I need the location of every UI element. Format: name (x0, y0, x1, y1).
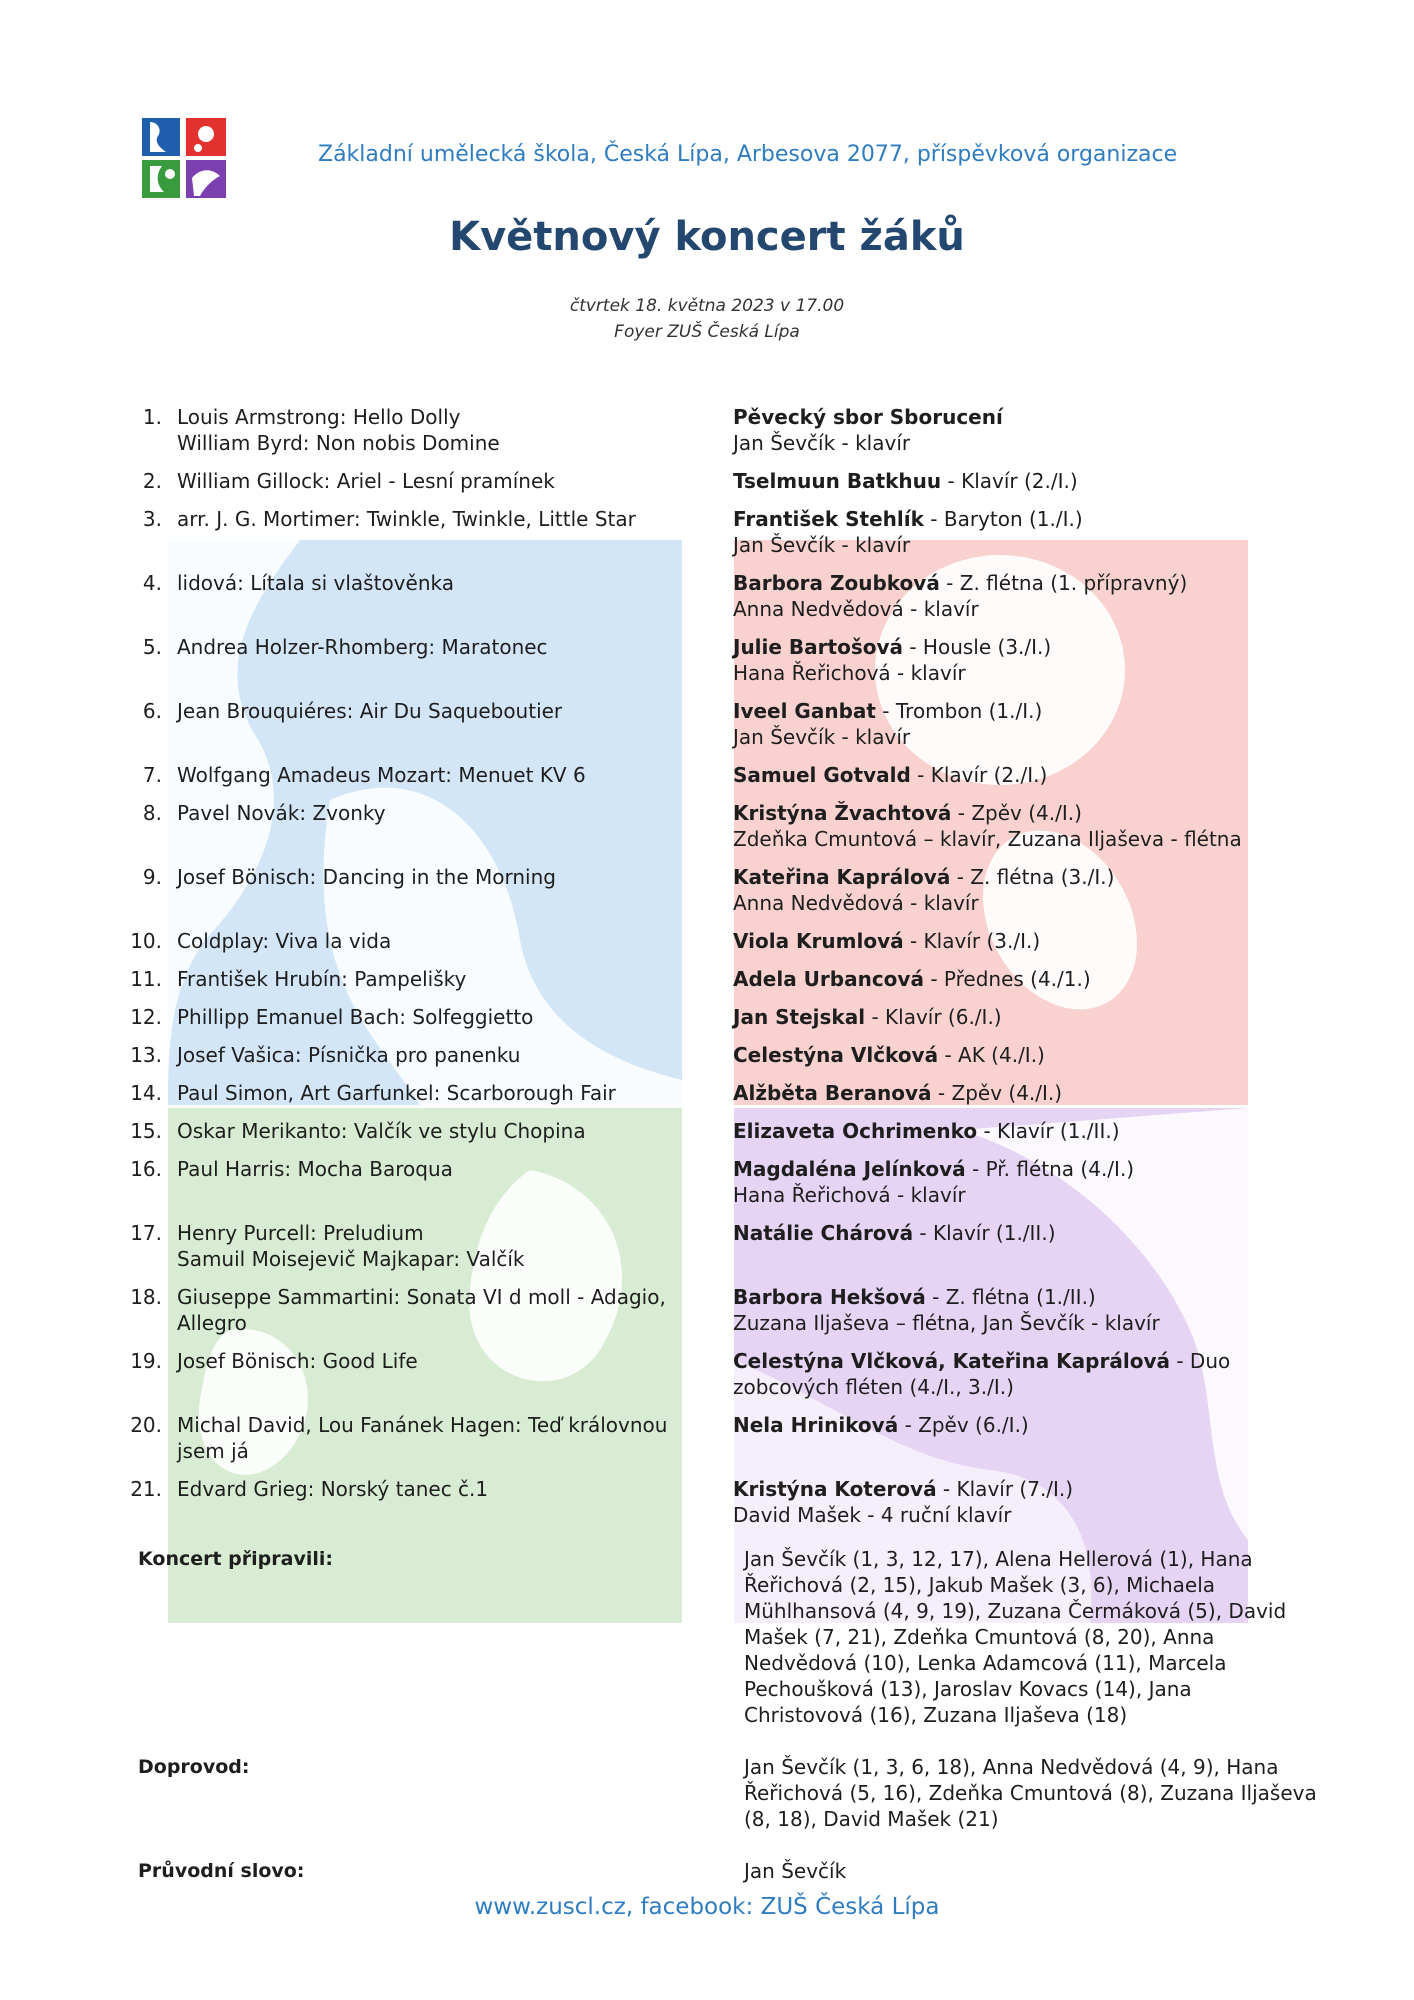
performer-line (733, 864, 1293, 890)
performer-detail: - Z. flétna (1. přípravný) (939, 571, 1188, 595)
accompanist-line: Anna Nedvědová - klavír (733, 891, 979, 915)
school-logo (142, 118, 226, 198)
program-piece (177, 506, 697, 532)
piece-line: František Hrubín: Pampelišky (177, 967, 467, 991)
concert-date: čtvrtek 18. května 2023 v 17.00 (569, 296, 845, 316)
program-performer (733, 1004, 1293, 1030)
program-number: 20. (130, 1413, 162, 1437)
performer-name: Nela Hriniková (733, 1413, 899, 1437)
piece-line: Edvard Grieg: Norský tanec č.1 (177, 1477, 489, 1501)
piece-line: Michal David, Lou Fanánek Hagen: Teď královnou (177, 1413, 668, 1437)
program-performer (733, 1118, 1293, 1144)
performer-line (733, 506, 1293, 532)
program-number: 10. (130, 929, 162, 953)
program-number: 9. (142, 865, 162, 889)
accompaniment-line: Jan Ševčík (1, 3, 6, 18), Anna Nedvědová (4, 9), Hana (744, 1755, 1279, 1779)
program-number: 19. (130, 1349, 162, 1373)
program-number: 5. (142, 635, 162, 659)
performer-line (733, 1476, 1293, 1502)
program-number: 17. (130, 1221, 162, 1245)
program-performer (733, 864, 1293, 916)
program-performer (733, 966, 1293, 992)
program-performer (733, 506, 1293, 558)
performer-detail: - Klavír (1./II.) (977, 1119, 1120, 1143)
program-piece (177, 1220, 697, 1272)
performer-line (733, 1348, 1293, 1374)
program-performer (733, 1412, 1293, 1438)
prepared-by-line: Nedvědová (10), Lenka Adamcová (11), Marcela (744, 1651, 1227, 1675)
performer-detail: - Přednes (4./1.) (923, 967, 1091, 991)
prepared-by-text (744, 1546, 1334, 1728)
performer-name: Tselmuun Batkhuu (733, 469, 942, 493)
piece-line: Josef Vašica: Písnička pro panenku (177, 1043, 521, 1067)
piece-line: Andrea Holzer-Rhomberg: Maratonec (177, 635, 548, 659)
program-performer (733, 1476, 1293, 1528)
prepared-by-line: Pechoušková (13), Jaroslav Kovacs (14), Jana (744, 1677, 1192, 1701)
program-piece (177, 966, 697, 992)
program-piece (177, 1476, 697, 1502)
performer-name: Magdaléna Jelínková (733, 1157, 966, 1181)
piece-line: Coldplay: Viva la vida (177, 929, 392, 953)
program-number: 2. (142, 469, 162, 493)
piece-line: Josef Bönisch: Dancing in the Morning (177, 865, 556, 889)
accompaniment-line: Řeřichová (5, 16), Zdeňka Cmuntová (8), Zuzana Iljaševa (744, 1781, 1317, 1805)
performer-line (733, 404, 1293, 430)
prepared-by-line: Řeřichová (2, 15), Jakub Mašek (3, 6), Michaela (744, 1573, 1216, 1597)
program-performer (733, 1348, 1293, 1400)
program-number: 14. (130, 1081, 162, 1105)
performer-name: Jan Stejskal (733, 1005, 866, 1029)
accompanist-line: David Mašek - 4 ruční klavír (733, 1503, 1012, 1527)
program-piece (177, 1156, 697, 1182)
prepared-by-label: Koncert připravili: (138, 1548, 333, 1570)
performer-detail: - AK (4./I.) (938, 1043, 1045, 1067)
performer-detail: - Klavír (2./I.) (910, 763, 1048, 787)
program-number: 18. (130, 1285, 162, 1309)
program-performer (733, 698, 1293, 750)
piece-line: Josef Bönisch: Good Life (177, 1349, 418, 1373)
program-piece (177, 1080, 697, 1106)
performer-name: Barbora Zoubková (733, 571, 940, 595)
performer-detail: - Klavír (3./I.) (903, 929, 1041, 953)
program-piece (177, 1118, 697, 1144)
piece-line: Paul Harris: Mocha Baroqua (177, 1157, 453, 1181)
concert-venue: Foyer ZUŠ Česká Lípa (614, 322, 800, 342)
piece-line: lidová: Lítala si vlaštověnka (177, 571, 454, 595)
accompanist-line: Zuzana Iljaševa – flétna, Jan Ševčík - klavír (733, 1311, 1160, 1335)
performer-line (733, 966, 1293, 992)
performer-detail: - Housle (3./I.) (903, 635, 1052, 659)
program-piece (177, 1284, 697, 1336)
program-piece (177, 634, 697, 660)
program-performer (733, 468, 1293, 494)
performer-line (733, 570, 1293, 596)
performer-detail: - Duo (1169, 1349, 1231, 1373)
program-piece (177, 762, 697, 788)
program-performer (733, 762, 1293, 788)
performer-detail: - Zpěv (4./I.) (931, 1081, 1063, 1105)
performer-name: Kristýna Koterová (733, 1477, 937, 1501)
host-text: Jan Ševčík (744, 1859, 847, 1883)
program-piece (177, 404, 697, 456)
accompanist-line: Hana Řeřichová - klavír (733, 1183, 966, 1207)
performer-name: Barbora Hekšová (733, 1285, 926, 1309)
performer-detail: - Baryton (1./I.) (923, 507, 1083, 531)
program-number: 8. (142, 801, 162, 825)
program-number: 13. (130, 1043, 162, 1067)
accompanist-line: Anna Nedvědová - klavír (733, 597, 979, 621)
performer-name: Samuel Gotvald (733, 763, 911, 787)
prepared-by-line: Christovová (16), Zuzana Iljaševa (18) (744, 1703, 1128, 1727)
performer-detail: - Trombon (1./I.) (875, 699, 1043, 723)
performer-name: Viola Krumlová (733, 929, 904, 953)
performer-detail: - Z. flétna (1./II.) (925, 1285, 1096, 1309)
program-piece (177, 698, 697, 724)
performer-detail: - Z. flétna (3./I.) (950, 865, 1115, 889)
program-performer (733, 404, 1293, 456)
program-number: 12. (130, 1005, 162, 1029)
piece-line: Louis Armstrong: Hello Dolly (177, 405, 461, 429)
accompanist-line: Jan Ševčík - klavír (733, 725, 911, 749)
program-piece (177, 928, 697, 954)
performer-name: Pěvecký sbor Sborucení (733, 405, 1003, 429)
program-number: 1. (142, 405, 162, 429)
host-label: Průvodní slovo: (138, 1860, 305, 1882)
accompanist-line: Jan Ševčík - klavír (733, 431, 911, 455)
performer-name: Iveel Ganbat (733, 699, 876, 723)
program-piece (177, 1348, 697, 1374)
performer-line (733, 698, 1293, 724)
performer-name: Elizaveta Ochrimenko (733, 1119, 978, 1143)
program-performer (733, 1220, 1293, 1246)
performer-name: Natálie Chárová (733, 1221, 914, 1245)
program-piece (177, 1004, 697, 1030)
program-performer (733, 1156, 1293, 1208)
prepared-by-line: Jan Ševčík (1, 3, 12, 17), Alena Hellerová (1), Hana (744, 1547, 1253, 1571)
accompaniment-label: Doprovod: (138, 1756, 250, 1778)
program-number: 3. (142, 507, 162, 531)
performer-detail: - Zpěv (6./I.) (898, 1413, 1029, 1437)
performer-name: Kristýna Žvachtová (733, 801, 952, 825)
program-performer (733, 1042, 1293, 1068)
performer-name: Celestýna Vlčková (733, 1043, 939, 1067)
performer-line (733, 1004, 1293, 1030)
program-piece (177, 468, 697, 494)
piece-line: Allegro (177, 1311, 247, 1335)
program-performer (733, 634, 1293, 686)
piece-line: jsem já (177, 1439, 249, 1463)
prepared-by-line: Mühlhansová (4, 9, 19), Zuzana Čermáková (5), David (744, 1599, 1287, 1623)
program-piece (177, 800, 697, 826)
piece-line: Oskar Merikanto: Valčík ve stylu Chopina (177, 1119, 586, 1143)
performer-line (733, 1080, 1293, 1106)
accompanist-line: Zdeňka Cmuntová – klavír, Zuzana Iljaševa - flétna (733, 827, 1242, 851)
program-performer (733, 1080, 1293, 1106)
prepared-by-line: Mašek (7, 21), Zdeňka Cmuntová (8, 20), Anna (744, 1625, 1215, 1649)
piece-line: William Byrd: Non nobis Domine (177, 431, 500, 455)
piece-line: Giuseppe Sammartini: Sonata VI d moll - Adagio, (177, 1285, 666, 1309)
performer-name: František Stehlík (733, 507, 924, 531)
performer-line (733, 1284, 1293, 1310)
program-number: 16. (130, 1157, 162, 1181)
performer-name: Adela Urbancová (733, 967, 924, 991)
performer-detail: - Klavír (1./II.) (913, 1221, 1056, 1245)
performer-line (733, 1042, 1293, 1068)
performer-line (733, 1156, 1293, 1182)
performer-detail: - Klavír (7./I.) (936, 1477, 1074, 1501)
program-performer (733, 570, 1293, 622)
program-piece (177, 864, 697, 890)
performer-detail: - Klavír (6./I.) (865, 1005, 1002, 1029)
performer-line (733, 468, 1293, 494)
organization-name: Základní umělecká škola, Česká Lípa, Arbesova 2077, příspěvková organizace (318, 142, 1178, 167)
program-piece (177, 1412, 697, 1464)
program-number: 21. (130, 1477, 162, 1501)
piece-line: Samuil Moisejevič Majkapar: Valčík (177, 1247, 525, 1271)
page-title: Květnový koncert žáků (449, 214, 965, 260)
performer-line (733, 800, 1293, 826)
program-performer (733, 1284, 1293, 1336)
program-performer (733, 928, 1293, 954)
piece-line: Pavel Novák: Zvonky (177, 801, 386, 825)
performer-line (733, 1118, 1293, 1144)
program-number: 7. (142, 763, 162, 787)
program-performer (733, 800, 1293, 852)
performer-name: Julie Bartošová (733, 635, 903, 659)
piece-line: arr. J. G. Mortimer: Twinkle, Twinkle, Little Star (177, 507, 636, 531)
piece-line: Wolfgang Amadeus Mozart: Menuet KV 6 (177, 763, 586, 787)
piece-line: Phillipp Emanuel Bach: Solfeggietto (177, 1005, 534, 1029)
program-piece (177, 570, 697, 596)
performer-line (733, 1220, 1293, 1246)
performer-detail: - Zpěv (4./I.) (951, 801, 1082, 825)
program-number: 4. (142, 571, 162, 595)
footer-links: www.zuscl.cz, facebook: ZUŠ Česká Lípa (474, 1894, 940, 1920)
program-number: 11. (130, 967, 162, 991)
accompanist-line: Jan Ševčík - klavír (733, 533, 911, 557)
performer-detail: - Klavír (2./I.) (941, 469, 1078, 493)
performer-line (733, 928, 1293, 954)
piece-line: Paul Simon, Art Garfunkel: Scarborough Fair (177, 1081, 616, 1105)
program-piece (177, 1042, 697, 1068)
accompanist-line: Hana Řeřichová - klavír (733, 661, 966, 685)
program-number: 6. (142, 699, 162, 723)
program-number: 15. (130, 1119, 162, 1143)
accompaniment-text (744, 1754, 1334, 1832)
performer-detail: - Př. flétna (4./I.) (965, 1157, 1135, 1181)
performer-line (733, 634, 1293, 660)
piece-line: Jean Brouquiéres: Air Du Saqueboutier (177, 699, 563, 723)
accompaniment-line: (8, 18), David Mašek (21) (744, 1807, 999, 1831)
performer-line (733, 1412, 1293, 1438)
performer-line (733, 762, 1293, 788)
performer-name: Alžběta Beranová (733, 1081, 932, 1105)
piece-line: William Gillock: Ariel - Lesní pramínek (177, 469, 555, 493)
performer-name: Kateřina Kaprálová (733, 865, 951, 889)
accompanist-line: zobcových fléten (4./I., 3./I.) (733, 1375, 1014, 1399)
performer-name: Celestýna Vlčková, Kateřina Kaprálová (733, 1349, 1170, 1373)
piece-line: Henry Purcell: Preludium (177, 1221, 424, 1245)
